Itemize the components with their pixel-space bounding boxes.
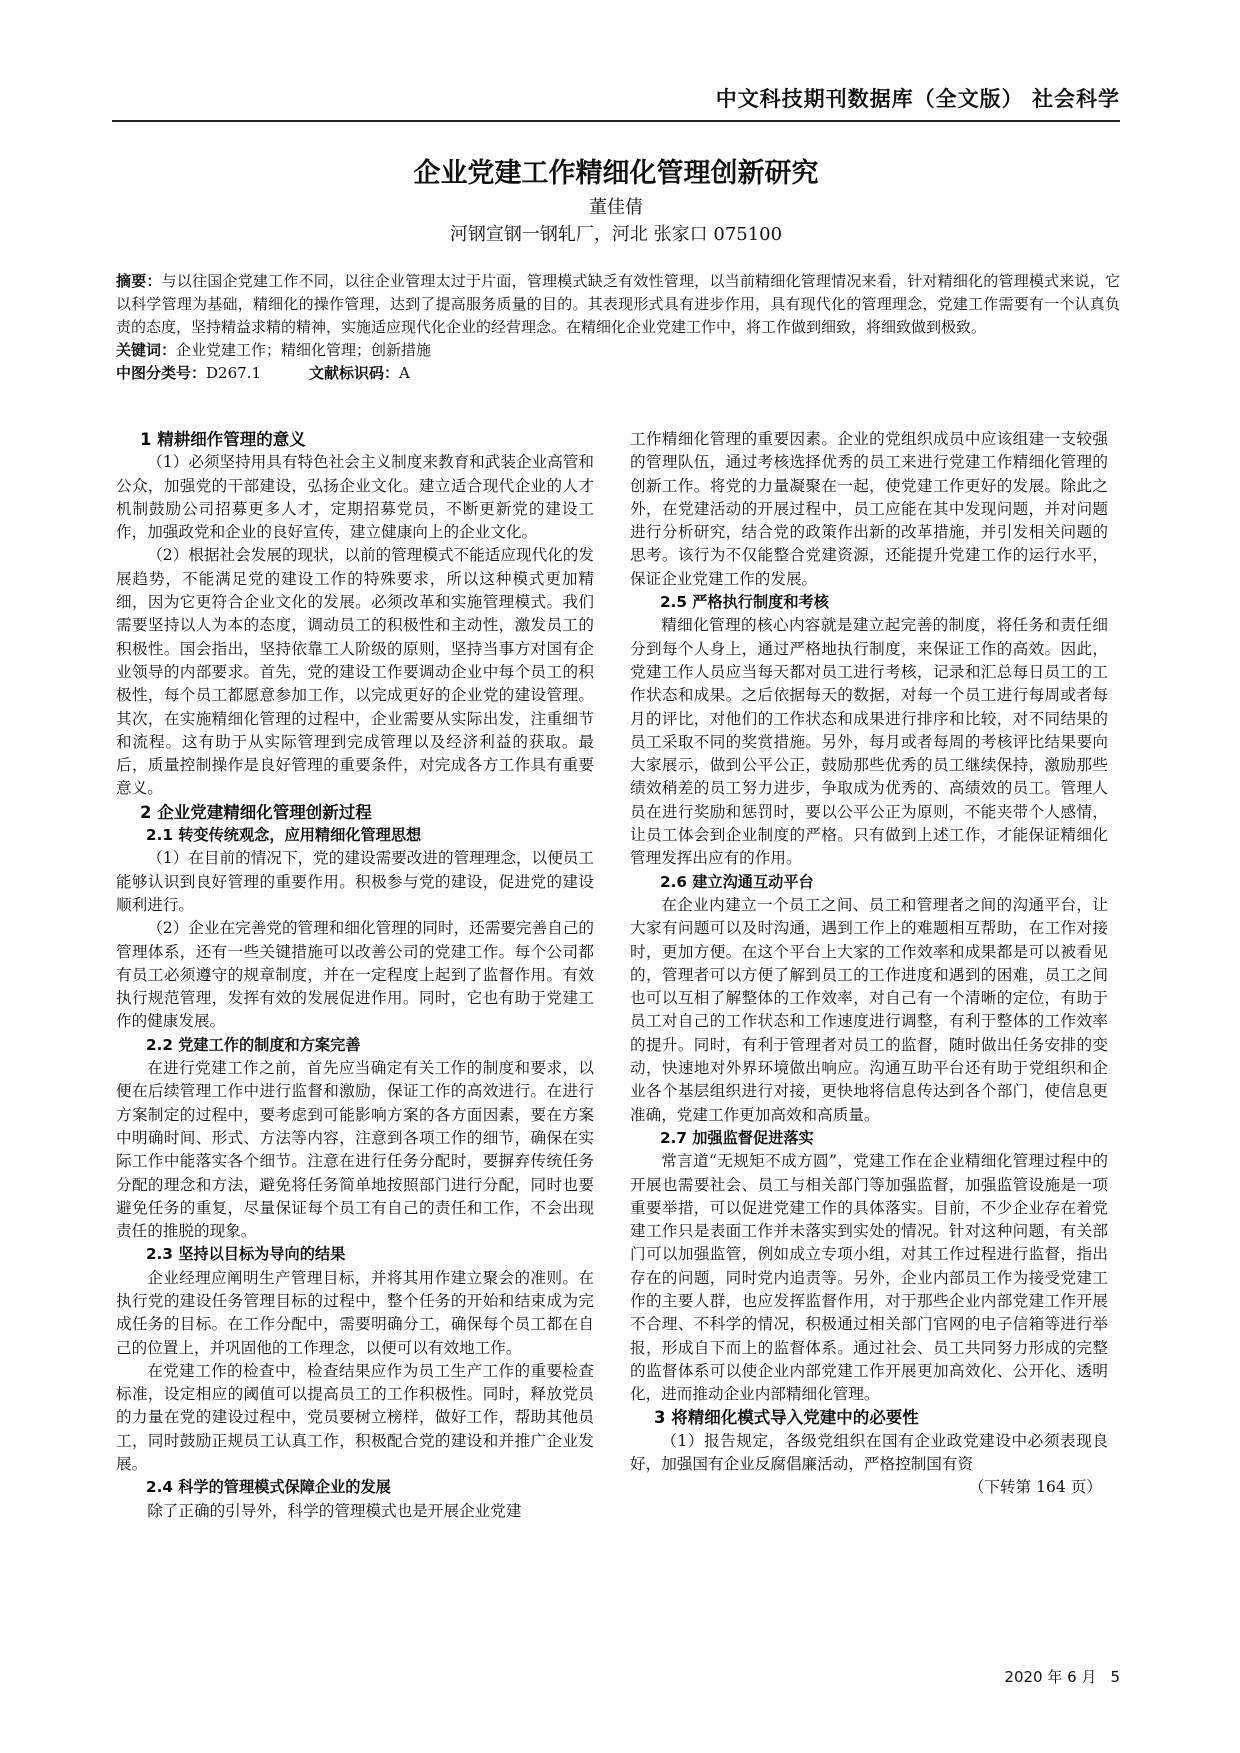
keywords-label: 关键词： bbox=[116, 341, 177, 359]
section-heading: 2 企业党建精细化管理创新过程 bbox=[140, 802, 372, 822]
paragraph: 在党建工作的检查中，检查结果应作为员工生产工作的重要检查标准，设定相应的阈值可以提高员工的工作积极性。同时，释放党员的力量在党的建设过程中，党员要树立榜样，做好工作，帮助其他员工，同时鼓励正规员工认真工作，积极配合党的建设和并推广企业发展。 bbox=[116, 1361, 594, 1474]
classification bbox=[116, 362, 1120, 385]
continued-on-note: （下转第 164 页） bbox=[968, 1478, 1102, 1497]
left-column bbox=[116, 428, 594, 1600]
clc-value: D267.1 bbox=[206, 364, 261, 382]
author: 董佳倩 bbox=[589, 197, 643, 218]
keywords bbox=[116, 339, 1120, 362]
right-column bbox=[630, 428, 1108, 1600]
section-heading: 1 精耕细作管理的意义 bbox=[140, 430, 306, 449]
paragraph: 精细化管理的核心内容就是建立起完善的制度，将任务和责任细分到每个人身上，通过严格地执行制度，来保证工作的高效。因此，党建工作人员应当每天都对员工进行考核，记录和汇总每日员工的工作状态和成果。之后依据每天的数据，对每一个员工进行每周或者每月的评比，对他们的工作状态和成果进行排序和比较，对不同结果的员工采取不同的奖赏措施。另外，每月或者每周的考核评比结果要向大家展示，做到公平公正，鼓励那些优秀的员工继续保持，激励那些绩效稍差的员工努力进步，争取成为优秀的、高绩效的员工。管理人员在进行奖励和惩罚时，要以公平公正为原则，不能夹带个人感情，让员工体会到企业制度的严格。只有做到上述工作，才能保证精细化管理发挥出应有的作用。 bbox=[630, 616, 1108, 868]
subsection-heading: 2.3 坚持以目标为导向的结果 bbox=[146, 1245, 346, 1264]
abstract bbox=[116, 270, 1120, 339]
subsection-heading: 2.7 加强监督促进落实 bbox=[660, 1128, 814, 1147]
affiliation: 河钢宣钢一钢轧厂，河北 张家口 075100 bbox=[449, 224, 783, 245]
paragraph: 在进行党建工作之前，首先应当确定有关工作的制度和要求，以便在后续管理工作中进行监督和激励，保证工作的高效进行。在进行方案制定的过程中，要考虑到可能影响方案的各方面因素，要在方案中明确时间、形式、方法等内容，注意到各项工作的细节，确保在实际工作中能落实各个细节。注意在进行任务分配时，要摒弃传统任务分配的理念和方法，避免将任务简单地按照部门进行分配，同时也要避免任务的重复，尽量保证每个员工有自己的责任和工作，不会出现责任的推脱的现象。 bbox=[116, 1059, 594, 1241]
paragraph: 在企业内建立一个员工之间、员工和管理者之间的沟通平台，让大家有问题可以及时沟通，遇到工作上的难题相互帮助，在工作对接时，更加方便。在这个平台上大家的工作效率和成果都是可以被看见的，管理者可以方便了解到员工的工作进度和遇到的困难，员工之间也可以互相了解整体的工作效率，对自己有一个清晰的定位，有助于员工对自己的工作状态和工作速度进行调整，有利于整体的工作效率的提升。同时，有利于管理者对员工的监督，随时做出任务安排的变动，快速地对外界环境做出响应。沟通互助平台还有助于党组织和企业各个基层组织进行对接，更快地将信息传达到各个部门，使信息更准确，党建工作更加高效和高质量。 bbox=[630, 895, 1108, 1124]
paragraph: （1）必须坚持用具有特色社会主义制度来教育和武装企业高管和公众，加强党的干部建设，弘扬企业文化。建立适合现代企业的人才机制鼓励公司招募更多人才，定期招募党员，不断更新党的建设工作，加强政党和企业的良好宣传，建立健康向上的企业文化。 bbox=[116, 453, 594, 542]
keywords-text: 企业党建工作；精细化管理；创新措施 bbox=[176, 341, 432, 359]
paragraph: （2）企业在完善党的管理和细化管理的同时，还需要完善自己的管理体系，还有一些关键措施可以改善公司的党建工作。每个公司都有员工必须遵守的规章制度，并在一定程度上起到了监督作用。有效执行规范管理，发挥有效的发展促进作用。同时，它也有助于党建工作的健康发展。 bbox=[116, 919, 594, 1031]
abstract-block bbox=[116, 270, 1120, 385]
journal-header: 中文科技期刊数据库（全文版） 社会科学 bbox=[715, 87, 1120, 111]
paragraph: 除了正确的引导外，科学的管理模式也是开展企业党建 bbox=[147, 1501, 522, 1520]
abstract-text: 与以往国企党建工作不同，以往企业管理太过于片面，管理模式缺乏有效性管理，以当前精细化管理情况来看，针对精细化的管理模式来说，它以科学管理为基础，精细化的操作管理，达到了提高服务质量的目的。其表现形式具有进步作用，具有现代化的管理理念，党建工作需要有一个认真负责的态度，坚持精益求精的精神，实施适应现代化企业的经营理念。在精细化企业党建工作中，将工作做到细致，将细致做到极致。 bbox=[116, 272, 1120, 336]
clc-label: 中图分类号： bbox=[116, 364, 207, 382]
page-footer bbox=[112, 1665, 1120, 1689]
page-number: 5 bbox=[1110, 1668, 1120, 1686]
header-rule bbox=[112, 120, 1120, 122]
subsection-heading: 2.2 党建工作的制度和方案完善 bbox=[146, 1035, 361, 1054]
paragraph: （1）报告规定，各级党组织在国有企业政党建设中必须表现良好，加强国有企业反腐倡廉活动，严格控制国有资 bbox=[630, 1431, 1108, 1474]
paragraph: 企业经理应阐明生产管理目标，并将其用作建立聚会的准则。在执行党的建设任务管理目标的过程中，整个任务的开始和结束成为完成任务的目标。在工作分配中，需要明确分工，确保每个员工都在自己的位置上，并巩固他的工作理念，以便可以有效地工作。 bbox=[116, 1268, 594, 1357]
abstract-label: 摘要： bbox=[116, 272, 162, 290]
section-heading: 3 将精细化模式导入党建中的必要性 bbox=[654, 1408, 919, 1428]
paragraph: （2）根据社会发展的现状，以前的管理模式不能适应现代化的发展趋势，不能满足党的建设工作的特殊要求，所以这种模式更加精细，因为它更符合企业文化的发展。必须改革和实施管理模式。我们需要坚持以人为本的态度，调动员工的积极性和主动性，激发员工的积极性。国会指出，坚持依靠工人阶级的原则，坚持当事方对国有企业领导的内部要求。首先，党的建设工作要调动企业中每个员工的积极性，每个员工都愿意参加工作，以完成更好的企业党的建设管理。其次，在实施精细化管理的过程中，企业需要从实际出发，注重细节和流程。这有助于从实际管理到完成管理以及经济利益的获取。最后，质量控制操作是良好管理的重要条件，对完成各方工作具有重要意义。 bbox=[116, 546, 594, 798]
doc-code-label: 文献标识码： bbox=[308, 364, 399, 382]
paragraph-continued: 工作精细化管理的重要因素。企业的党组织成员中应该组建一支较强的管理队伍，通过考核选择优秀的员工来进行党建工作精细化管理的创新工作。将党的力量凝聚在一起，使党建工作更好的发展。除此之外，在党建活动的开展过程中，员工应能在其中发现问题，并对问题进行分析研究，结合党的政策作出新的改革措施，并引发相关问题的思考。该行为不仅能整合党建资源，还能提升党建工作的运行水平，保证企业党建工作的发展。 bbox=[630, 430, 1108, 588]
issue-date: 2020 年 6 月 bbox=[1004, 1668, 1097, 1686]
subsection-heading: 2.6 建立沟通互动平台 bbox=[660, 872, 814, 891]
paragraph: 常言道“无规矩不成方圆”，党建工作在企业精细化管理过程中的开展也需要社会、员工与相关部门等加强监督，加强监管设施是一项重要举措，可以促进党建工作的具体落实。目前，不少企业存在着党建工作只是表面工作并未落实到实处的情况。针对这种问题，有关部门可以加强监管，例如成立专项小组，对其工作过程进行监督，指出存在的问题，同时党内追责等。另外，企业内部员工作为接受党建工作的主要人群，也应发挥监督作用，对于那些企业内部党建工作开展不合理、不科学的情况，积极通过相关部门官网的电子信箱等进行举报，形成自下而上的监督体系。通过社会、员工共同努力形成的完整的监督体系可以使企业内部党建工作开展更加高效化、公开化、透明化，进而推动企业内部精细化管理。 bbox=[630, 1152, 1108, 1404]
subsection-heading: 2.4 科学的管理模式保障企业的发展 bbox=[146, 1478, 391, 1497]
subsection-heading: 2.5 严格执行制度和考核 bbox=[660, 593, 829, 612]
subsection-heading: 2.1 转变传统观念，应用精细化管理思想 bbox=[146, 826, 422, 845]
article-title: 企业党建工作精细化管理创新研究 bbox=[413, 158, 819, 189]
doc-code-value: A bbox=[399, 364, 410, 382]
paragraph: （1）在目前的情况下，党的建设需要改进的管理理念，以便员工能够认识到良好管理的重要作用。积极参与党的建设，促进党的建设顺利进行。 bbox=[116, 849, 594, 914]
